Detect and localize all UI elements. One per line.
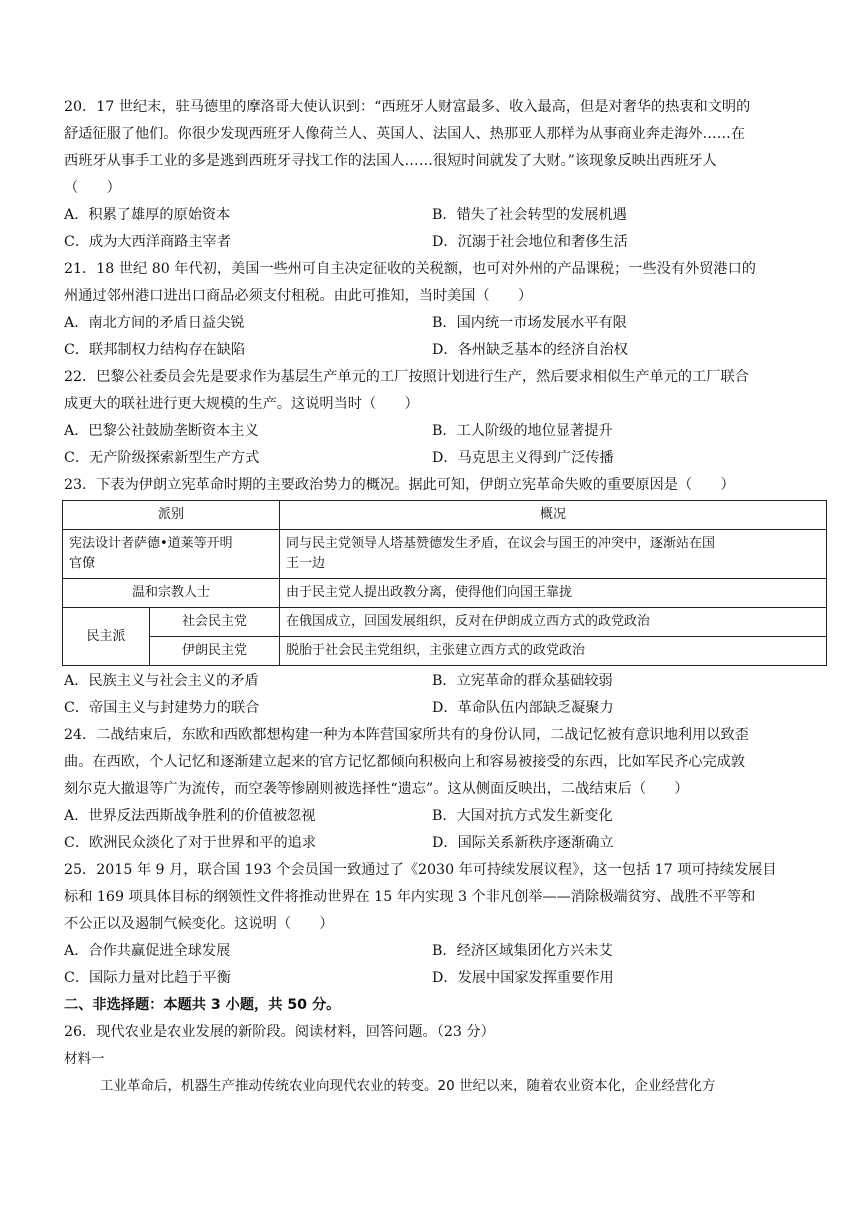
q21-option-d[interactable]: D．各州缺乏基本的经济自治权 — [432, 342, 628, 358]
q22-stem-line-1: 22．巴黎公社委员会先是要求作为基层生产单元的工厂按照计划进行生产，然后要求相似生产单元的工厂联合 — [64, 369, 749, 385]
q24-option-b[interactable]: B．大国对抗方式发生新变化 — [432, 808, 613, 824]
desc-line: 王一边 — [286, 556, 326, 571]
q22-option-b[interactable]: B．工人阶级的地位显著提升 — [432, 423, 613, 439]
table-cell-group: 民主派 — [63, 608, 150, 666]
q26-stem: 26．现代农业是农业发展的新阶段。阅读材料，回答问题。（23 分） — [64, 1024, 495, 1040]
q24-stem-line-3: 刻尔克大撤退等广为流传，而空袭等惨剧则被选择性“遗忘”。这从侧面反映出，二战结束后（ ） — [64, 781, 689, 797]
q23-option-a[interactable]: A．民族主义与社会主义的矛盾 — [64, 673, 259, 689]
table-cell-desc: 由于民主党人提出政教分离，使得他们向国王靠拢 — [280, 579, 827, 608]
section-heading: 二、非选择题：本题共 3 小题，共 50 分。 — [64, 997, 341, 1013]
q25-stem-line-1: 25．2015 年 9 月，联合国 193 个会员国一致通过了《2030 年可持续发展议程》，这一包括 17 项可持续发展目 — [64, 862, 777, 878]
q22-stem-line-2: 成更大的联社进行更大规模的生产。这说明当时（ ） — [64, 396, 419, 412]
desc-line: 同与民主党领导人塔基赞德发生矛盾，在议会与国王的冲突中，逐渐站在国 — [286, 536, 716, 551]
q20-option-c[interactable]: C．成为大西洋商路主宰者 — [64, 234, 231, 250]
table-cell-faction: 温和宗教人士 — [63, 579, 280, 608]
q20-stem-line-1: 20．17 世纪末，驻马德里的摩洛哥大使认识到：“西班牙人财富最多、收入最高，但是对奢华的热衷和文明的 — [64, 99, 751, 115]
table-row — [63, 579, 827, 608]
q20-option-b[interactable]: B．错失了社会转型的发展机遇 — [432, 207, 627, 223]
q25-stem-line-2: 标和 169 项具体目标的纲领性文件将推动世界在 15 年内实现 3 个非凡创举——消除极端贫穷、战胜不平等和 — [64, 889, 756, 905]
q22-option-a[interactable]: A．巴黎公社鼓励垄断资本主义 — [64, 423, 259, 439]
table-header-row — [63, 501, 827, 530]
table-cell-faction: 社会民主党 — [150, 608, 280, 637]
table-row — [63, 608, 827, 637]
political-forces-table — [62, 500, 827, 666]
q25-option-b[interactable]: B．经济区域集团化方兴未艾 — [432, 943, 613, 959]
q21-option-a[interactable]: A．南北方间的矛盾日益尖锐 — [64, 315, 245, 331]
q24-stem-line-1: 24．二战结束后，东欧和西欧都想构建一种为本阵营国家所共有的身份认同，二战记忆被有意识地利用以致歪 — [64, 727, 749, 743]
q22-option-c[interactable]: C．无产阶级探索新型生产方式 — [64, 450, 260, 466]
q25-option-d[interactable]: D．发展中国家发挥重要作用 — [432, 970, 614, 986]
table-cell-desc — [280, 530, 827, 579]
table-row — [63, 637, 827, 666]
table-header-faction: 派别 — [63, 501, 280, 530]
q24-option-c[interactable]: C．欧洲民众淡化了对于世界和平的追求 — [64, 835, 317, 851]
q24-option-a[interactable]: A．世界反法西斯战争胜利的价值被忽视 — [64, 808, 316, 824]
table-cell-faction: 伊朗民主党 — [150, 637, 280, 666]
q25-option-a[interactable]: A．合作共赢促进全球发展 — [64, 943, 231, 959]
table-cell-faction — [63, 530, 280, 579]
table-cell-desc: 在俄国成立，回国发展组织，反对在伊朗成立西方式的政党政治 — [280, 608, 827, 637]
table-header-overview: 概况 — [280, 501, 827, 530]
q20-option-a[interactable]: A．积累了雄厚的原始资本 — [64, 207, 231, 223]
q20-stem-line-4: （ ） — [64, 180, 121, 196]
q23-stem-line-1: 23．下表为伊朗立宪革命时期的主要政治势力的概况。据此可知，伊朗立宪革命失败的重要原因是（ ） — [64, 477, 735, 493]
q21-stem-line-2: 州通过邻州港口进出口商品必须支付租税。由此可推知，当时美国（ ） — [64, 288, 533, 304]
table-row — [63, 530, 827, 579]
q22-option-d[interactable]: D．马克思主义得到广泛传播 — [432, 450, 614, 466]
q21-option-c[interactable]: C．联邦制权力结构存在缺陷 — [64, 342, 246, 358]
table-cell-desc: 脱胎于社会民主党组织，主张建立西方式的政党政治 — [280, 637, 827, 666]
q24-option-d[interactable]: D．国际关系新秩序逐渐确立 — [432, 835, 614, 851]
material-text: 工业革命后，机器生产推动传统农业向现代农业的转变。20 世纪以来，随着农业资本化，企业经营化方 — [100, 1078, 716, 1094]
faction-line: 官僚 — [69, 556, 96, 571]
material-label: 材料一 — [64, 1051, 105, 1067]
q21-option-b[interactable]: B．国内统一市场发展水平有限 — [432, 315, 627, 331]
q23-option-c[interactable]: C．帝国主义与封建势力的联合 — [64, 700, 260, 716]
q21-stem-line-1: 21．18 世纪 80 年代初，美国一些州可自主决定征收的关税额，也可对外州的产品课税；一些没有外贸港口的 — [64, 261, 756, 277]
q20-stem-line-3: 西班牙从事手工业的多是逃到西班牙寻找工作的法国人……很短时间就发了大财。”该现象反映出西班牙人 — [64, 153, 717, 169]
q20-stem-line-2: 舒适征服了他们。你很少发现西班牙人像荷兰人、英国人、法国人、热那亚人那样为从事商业奔走海外……在 — [64, 126, 746, 142]
q23-option-d[interactable]: D．革命队伍内部缺乏凝聚力 — [432, 700, 614, 716]
q25-option-c[interactable]: C．国际力量对比趋于平衡 — [64, 970, 231, 986]
q25-stem-line-3: 不公正以及遏制气候变化。这说明（ ） — [64, 916, 334, 932]
q20-option-d[interactable]: D．沉溺于社会地位和奢侈生活 — [432, 234, 628, 250]
q24-stem-line-2: 曲。在西欧，个人记忆和逐渐建立起来的官方记忆都倾向积极向上和容易被接受的东西，比如军民齐心完成敦 — [64, 754, 746, 770]
q23-option-b[interactable]: B．立宪革命的群众基础较弱 — [432, 673, 613, 689]
faction-line: 宪法设计者萨德•道莱等开明 — [69, 536, 233, 551]
